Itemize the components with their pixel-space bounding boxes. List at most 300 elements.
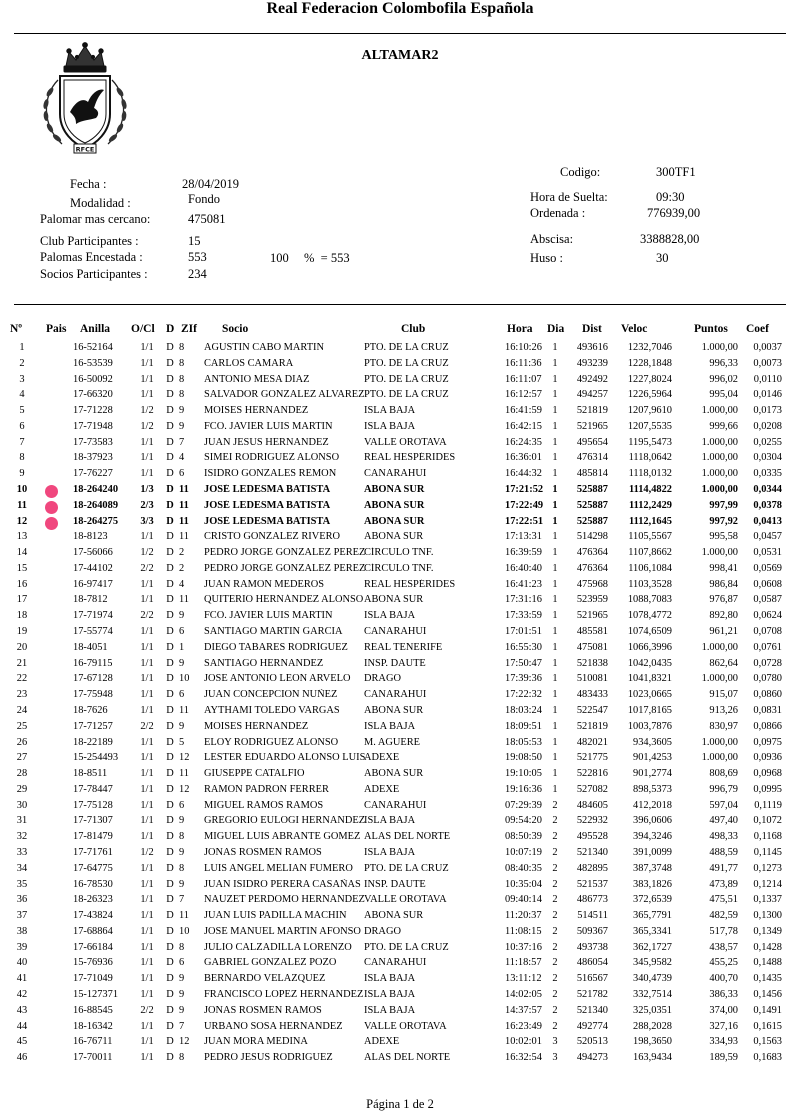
- puntos: 334,93: [709, 1036, 738, 1048]
- socio: JONAS ROSMEN RAMOS: [204, 1004, 322, 1016]
- velocidad: 391,0099: [633, 846, 672, 858]
- table-row: [0, 942, 800, 957]
- velocidad: 1232,7046: [627, 342, 672, 353]
- socio: JOSÉ LEDESMA BATISTA: [204, 484, 331, 496]
- anilla: 16-52164: [73, 342, 113, 353]
- col-pais: Pais: [46, 323, 67, 335]
- velocidad: 1105,5567: [628, 531, 672, 543]
- d-code: D: [166, 846, 174, 858]
- club: ABONA SUR: [364, 910, 424, 922]
- d-code: D: [166, 957, 174, 969]
- table-row: [0, 563, 800, 578]
- socio: JUAN RAMON MEDEROS: [204, 578, 325, 590]
- club: CANARAHUI: [364, 689, 427, 701]
- d-code: D: [166, 941, 174, 953]
- d-code: D: [166, 988, 174, 1000]
- orden-club: 1/1: [140, 925, 154, 937]
- hora: 16:36:01: [505, 452, 542, 464]
- distancia: 484605: [576, 799, 608, 811]
- dia: 1: [552, 357, 558, 369]
- dia: 1: [552, 342, 558, 353]
- hora: 17:50:47: [505, 657, 542, 669]
- row-number: 26: [16, 736, 28, 748]
- codigo-label: Codigo:: [560, 165, 601, 179]
- anilla: 18-8511: [73, 768, 108, 780]
- velocidad: 1107,8662: [628, 547, 672, 559]
- hora: 08:40:35: [505, 862, 542, 874]
- dia: 1: [552, 736, 558, 748]
- table-row: [0, 389, 800, 404]
- club: ISLA BAJA: [364, 1004, 416, 1016]
- zlf: 10: [179, 925, 190, 937]
- puntos: 491,77: [709, 862, 738, 874]
- zlf: 11: [179, 515, 189, 527]
- distancia: 492774: [576, 1020, 608, 1032]
- zlf: 12: [179, 1036, 190, 1048]
- hora: 11:20:37: [505, 910, 542, 922]
- row-number: 23: [16, 689, 28, 701]
- velocidad: 394,3246: [633, 831, 672, 843]
- row-number: 5: [19, 405, 25, 417]
- col-zlf: ZIf: [181, 323, 197, 335]
- dia: 1: [552, 468, 558, 480]
- orden-club: 1/1: [140, 957, 154, 969]
- dia: 2: [552, 957, 558, 969]
- table-row: [0, 879, 800, 894]
- orden-club: 1/1: [140, 436, 154, 448]
- anilla: 15-127371: [73, 988, 119, 1000]
- dia: 2: [552, 973, 558, 985]
- socios-participantes-label: Socios Participantes :: [40, 267, 148, 281]
- puntos: 996,33: [709, 357, 738, 369]
- table-row: [0, 342, 800, 357]
- socios-participantes-value: 234: [188, 267, 207, 281]
- club-participantes-value: 15: [188, 234, 201, 248]
- coeficiente: 0,0831: [753, 704, 782, 716]
- palomar-label: Palomar mas cercano:: [40, 212, 151, 226]
- dia: 2: [552, 831, 558, 843]
- socio: LESTER EDUARDO ALONSO LUIS: [204, 752, 366, 764]
- table-row: [0, 784, 800, 799]
- row-number: 45: [16, 1036, 28, 1048]
- dia: 1: [552, 547, 558, 559]
- hora: 16:42:15: [505, 420, 542, 432]
- coeficiente: 0,0936: [753, 752, 782, 764]
- d-code: D: [166, 342, 174, 353]
- coeficiente: 0,0708: [753, 626, 782, 638]
- anilla: 17-75128: [73, 799, 113, 811]
- socio: RAMON PADRON FERRER: [204, 783, 329, 795]
- palomas-encestada-label: Palomas Encestada :: [40, 250, 143, 264]
- puntos: 913,26: [709, 704, 738, 716]
- coeficiente: 0,0587: [753, 594, 782, 606]
- velocidad: 1112,1645: [628, 515, 672, 527]
- puntos: 498,33: [709, 831, 738, 843]
- socio: PEDRO JORGE GONZALEZ PEREZ: [204, 562, 366, 574]
- modalidad-value: Fondo: [188, 192, 220, 206]
- puntos: 830,97: [709, 720, 738, 732]
- club: REAL HESPÉRIDES: [364, 578, 456, 590]
- zlf: 8: [179, 389, 185, 401]
- table-row: [0, 705, 800, 720]
- coeficiente: 0,0037: [753, 342, 782, 353]
- distancia: 521537: [576, 878, 608, 890]
- anilla: 17-71948: [73, 420, 113, 432]
- anilla: 18-37923: [73, 452, 113, 464]
- velocidad: 1207,5535: [627, 420, 672, 432]
- d-code: D: [166, 783, 174, 795]
- puntos: 374,00: [709, 1004, 738, 1016]
- velocidad: 1112,2429: [628, 499, 672, 511]
- club: DRAGO: [364, 673, 401, 685]
- anilla: 17-44102: [73, 562, 113, 574]
- row-number: 9: [19, 468, 25, 480]
- hora: 10:07:19: [505, 846, 542, 858]
- club: VALLE OROTAVA: [364, 1020, 447, 1032]
- row-number: 10: [16, 484, 28, 496]
- orden-club: 1/1: [140, 357, 154, 369]
- abscisa-value: 3388828,00: [640, 232, 700, 246]
- socio: QUITERIO HERNÁNDEZ ALONSO: [204, 594, 364, 606]
- distancia: 495654: [576, 436, 608, 448]
- hora: 16:23:49: [505, 1020, 542, 1032]
- distancia: 521838: [576, 657, 608, 669]
- row-number: 29: [16, 783, 28, 795]
- club: ABONA SUR: [364, 768, 424, 780]
- socio: ANTONIO MESA DIAZ: [204, 373, 310, 385]
- zlf: 9: [179, 973, 185, 985]
- hora: 08:50:39: [505, 831, 542, 843]
- anilla: 17-75948: [73, 689, 113, 701]
- row-number: 32: [16, 831, 28, 843]
- distancia: 492492: [576, 373, 608, 385]
- zlf: 9: [179, 988, 185, 1000]
- socio: SIMEI RODRIGUEZ ALONSO: [204, 452, 340, 464]
- club: ALAS DEL NORTE: [364, 831, 451, 843]
- club: CÍRCULO TNF.: [364, 562, 434, 574]
- velocidad: 1074,6509: [627, 626, 672, 638]
- distancia: 476314: [576, 452, 608, 464]
- socio: GABRIEL GONZALEZ POZO: [204, 957, 337, 969]
- socio: ELOY RODRIGUEZ ALONSO: [204, 736, 339, 748]
- velocidad: 1114,4822: [628, 484, 672, 496]
- club: CANARAHUI: [364, 799, 427, 811]
- codigo-value: 300TF1: [656, 165, 696, 179]
- distancia: 522816: [576, 768, 608, 780]
- row-number: 7: [19, 436, 25, 448]
- abscisa-label: Abscisa:: [530, 232, 574, 246]
- d-code: D: [166, 531, 174, 543]
- table-row: [0, 1036, 800, 1051]
- anilla: 16-79115: [73, 657, 113, 669]
- club: ISLA BAJA: [364, 846, 416, 858]
- orden-club: 1/1: [140, 704, 154, 716]
- coeficiente: 0,0995: [753, 783, 782, 795]
- coeficiente: 0,1273: [753, 862, 782, 874]
- dia: 1: [552, 389, 558, 401]
- distancia: 516567: [576, 973, 608, 985]
- anilla: 17-43824: [73, 910, 113, 922]
- socio: JULIO CALZADILLA LORENZO: [204, 941, 352, 953]
- anilla: 16-88545: [73, 1004, 113, 1016]
- puntos: 995,58: [709, 531, 738, 543]
- d-code: D: [166, 420, 174, 432]
- row-number: 15: [16, 562, 28, 574]
- dia: 1: [552, 657, 558, 669]
- velocidad: 1023,0665: [627, 689, 672, 701]
- hora: 16:41:23: [505, 578, 542, 590]
- coeficiente: 0,1349: [753, 925, 782, 937]
- anilla: 18-22189: [73, 736, 113, 748]
- anilla: 17-71049: [73, 973, 113, 985]
- table-row: [0, 468, 800, 483]
- anilla: 15-76936: [73, 957, 113, 969]
- puntos: 996,79: [709, 783, 738, 795]
- distancia: 493616: [576, 342, 608, 353]
- velocidad: 934,3605: [633, 736, 672, 748]
- zlf: 6: [179, 626, 185, 638]
- coeficiente: 0,0608: [753, 578, 782, 590]
- dia: 1: [552, 626, 558, 638]
- club: INSP. DAUTE: [364, 657, 426, 669]
- d-code: D: [166, 1004, 174, 1016]
- fecha-label: Fecha :: [70, 177, 107, 191]
- anilla: 16-78530: [73, 878, 113, 890]
- dia: 2: [552, 815, 558, 827]
- table-row: [0, 815, 800, 830]
- distancia: 521782: [576, 988, 608, 1000]
- coeficiente: 0,1683: [753, 1052, 782, 1064]
- distancia: 521340: [576, 1004, 608, 1016]
- socio: JUAN ISIDRO PERERA CASAÑAS: [204, 878, 361, 890]
- zlf: 11: [179, 768, 190, 780]
- d-code: D: [166, 704, 174, 716]
- table-row: [0, 957, 800, 972]
- socio: LUIS ANGEL MELIAN FUMERO: [204, 862, 353, 874]
- anilla: 18-16342: [73, 1020, 113, 1032]
- row-number: 18: [16, 610, 28, 622]
- coeficiente: 0,1300: [753, 910, 782, 922]
- row-number: 31: [16, 815, 28, 827]
- socio: CARLOS CAMARA: [204, 357, 294, 369]
- d-code: D: [166, 499, 174, 511]
- club: ADEXE: [364, 752, 400, 764]
- puntos: 1.000,00: [701, 342, 738, 353]
- socio: AGUSTIN CABO MARTIN: [204, 342, 325, 353]
- row-number: 14: [16, 547, 28, 559]
- velocidad: 1106,1084: [628, 562, 672, 574]
- distancia: 493239: [576, 357, 608, 369]
- orden-club: 1/1: [140, 468, 154, 480]
- socio: SANTIAGO MARTIN GARCIA: [204, 626, 343, 638]
- socio: BERNARDO VELAZQUEZ: [204, 973, 326, 985]
- row-number: 35: [16, 878, 28, 890]
- zlf: 8: [179, 357, 185, 369]
- page-indicator: Página 1 de 2: [366, 1097, 434, 1111]
- zlf: 6: [179, 468, 185, 480]
- socio: MIGUEL RAMOS RAMOS: [204, 799, 324, 811]
- orden-club: 1/1: [140, 1052, 154, 1064]
- hora: 17:22:49: [505, 499, 544, 511]
- zlf: 12: [179, 752, 190, 764]
- club: CANARAHUI: [364, 957, 427, 969]
- row-number: 25: [16, 720, 28, 732]
- row-number: 24: [16, 704, 28, 716]
- hora: 16:39:59: [505, 547, 542, 559]
- row-number: 34: [16, 862, 28, 874]
- velocidad: 1042,0435: [627, 657, 672, 669]
- club: CÍRCULO TNF.: [364, 547, 434, 559]
- velocidad: 365,7791: [633, 910, 672, 922]
- distancia: 521819: [576, 405, 608, 417]
- hora: 11:08:15: [505, 925, 542, 937]
- club: DRAGO: [364, 925, 401, 937]
- socio: PEDRO JESUS RODRIGUEZ: [204, 1052, 333, 1064]
- distancia: 521340: [576, 846, 608, 858]
- orden-club: 1/1: [140, 594, 154, 606]
- distancia: 485814: [576, 468, 608, 480]
- hora: 16:44:32: [505, 468, 542, 480]
- row-number: 30: [16, 799, 28, 811]
- d-code: D: [166, 1020, 174, 1032]
- row-number: 46: [16, 1052, 28, 1064]
- dia: 1: [552, 499, 558, 511]
- velocidad: 163,9434: [633, 1052, 672, 1064]
- coeficiente: 0,0860: [753, 689, 782, 701]
- zlf: 2: [179, 562, 185, 574]
- club: ISLA BAJA: [364, 973, 416, 985]
- puntos: 327,16: [709, 1020, 738, 1032]
- coeficiente: 0,0569: [753, 562, 782, 574]
- anilla: 15-254493: [73, 752, 119, 764]
- velocidad: 362,1727: [633, 941, 672, 953]
- orden-club: 1/1: [140, 752, 154, 764]
- zlf: 8: [179, 831, 185, 843]
- velocidad: 1003,7876: [627, 720, 672, 732]
- anilla: 17-66184: [73, 941, 113, 953]
- table-row: [0, 847, 800, 862]
- row-number: 36: [16, 894, 28, 906]
- row-number: 17: [16, 594, 28, 606]
- table-row: [0, 989, 800, 1004]
- puntos: 862,64: [709, 657, 738, 669]
- velocidad: 365,3341: [633, 925, 672, 937]
- table-row: [0, 1052, 800, 1067]
- table-row: [0, 752, 800, 767]
- emblem-text: RFCE: [75, 145, 95, 154]
- socio: JUAN MORA MEDINA: [204, 1036, 308, 1048]
- hora: 16:55:30: [505, 641, 542, 653]
- velocidad: 372,6539: [633, 894, 672, 906]
- puntos: 597,04: [709, 799, 738, 811]
- distancia: 527082: [576, 783, 608, 795]
- hora-suelta-value: 09:30: [656, 190, 685, 204]
- row-number: 38: [16, 925, 28, 937]
- puntos: 1.000,00: [701, 452, 738, 464]
- d-code: D: [166, 562, 174, 574]
- d-code: D: [166, 468, 174, 480]
- zlf: 6: [179, 799, 185, 811]
- velocidad: 340,4739: [633, 973, 672, 985]
- socio: JUAN JESUS HERNANDEZ: [204, 436, 329, 448]
- socio: GIUSEPPE CATALFIO: [204, 768, 305, 780]
- hora: 11:18:57: [505, 957, 542, 969]
- coeficiente: 0,0110: [753, 373, 782, 385]
- orden-club: 2/2: [140, 562, 154, 574]
- club: CANARAHUI: [364, 626, 427, 638]
- d-code: D: [166, 878, 174, 890]
- hora: 16:41:59: [505, 405, 542, 417]
- row-number: 40: [16, 957, 28, 969]
- club: ISLA BAJA: [364, 420, 416, 432]
- club: ISLA BAJA: [364, 720, 416, 732]
- anilla: 18-7812: [73, 594, 108, 606]
- distancia: 510081: [576, 673, 608, 685]
- coeficiente: 0,0624: [753, 610, 782, 622]
- d-code: D: [166, 357, 174, 369]
- puntos: 1.000,00: [701, 547, 738, 559]
- header-rule: [14, 33, 786, 34]
- dia: 2: [552, 894, 558, 906]
- country-flag-icon: [45, 517, 58, 530]
- socio: GREGORIO EULOGI HERNANDEZ: [204, 815, 366, 827]
- zlf: 6: [179, 957, 185, 969]
- orden-club: 1/1: [140, 736, 154, 748]
- coeficiente: 0,1337: [753, 894, 782, 906]
- puntos: 1.000,00: [701, 436, 738, 448]
- orden-club: 1/1: [140, 768, 154, 780]
- dia: 1: [552, 373, 558, 385]
- table-row: [0, 910, 800, 925]
- federation-emblem-icon: [36, 40, 134, 158]
- anilla: 16-76711: [73, 1036, 113, 1048]
- percent-equals: % = 553: [304, 251, 350, 265]
- d-code: D: [166, 973, 174, 985]
- orden-club: 1/2: [140, 420, 154, 432]
- puntos: 1.000,00: [701, 736, 738, 748]
- zlf: 9: [179, 405, 185, 417]
- velocidad: 1017,8165: [627, 704, 672, 716]
- distancia: 494257: [576, 389, 608, 401]
- coeficiente: 0,0975: [753, 736, 782, 748]
- club: ABONA SUR: [364, 704, 424, 716]
- table-row: [0, 689, 800, 704]
- zlf: 5: [179, 736, 185, 748]
- dia: 1: [552, 768, 558, 780]
- hora: 19:16:36: [505, 783, 542, 795]
- coeficiente: 0,1563: [753, 1036, 782, 1048]
- dia: 1: [552, 720, 558, 732]
- puntos: 961,21: [709, 626, 738, 638]
- coeficiente: 0,1435: [753, 973, 782, 985]
- orden-club: 1/2: [140, 547, 154, 559]
- d-code: D: [166, 925, 174, 937]
- d-code: D: [166, 578, 174, 590]
- orden-club: 1/1: [140, 373, 154, 385]
- d-code: D: [166, 689, 174, 701]
- dia: 1: [552, 752, 558, 764]
- hora: 16:24:35: [505, 436, 542, 448]
- puntos: 1.000,00: [701, 752, 738, 764]
- table-row: [0, 516, 800, 531]
- d-code: D: [166, 405, 174, 417]
- orden-club: 1/1: [140, 626, 154, 638]
- club: ABONA SUR: [364, 515, 425, 527]
- row-number: 21: [16, 657, 28, 669]
- d-code: D: [166, 1036, 174, 1048]
- club: PTO. DE LA CRUZ: [364, 357, 449, 369]
- zlf: 4: [179, 578, 185, 590]
